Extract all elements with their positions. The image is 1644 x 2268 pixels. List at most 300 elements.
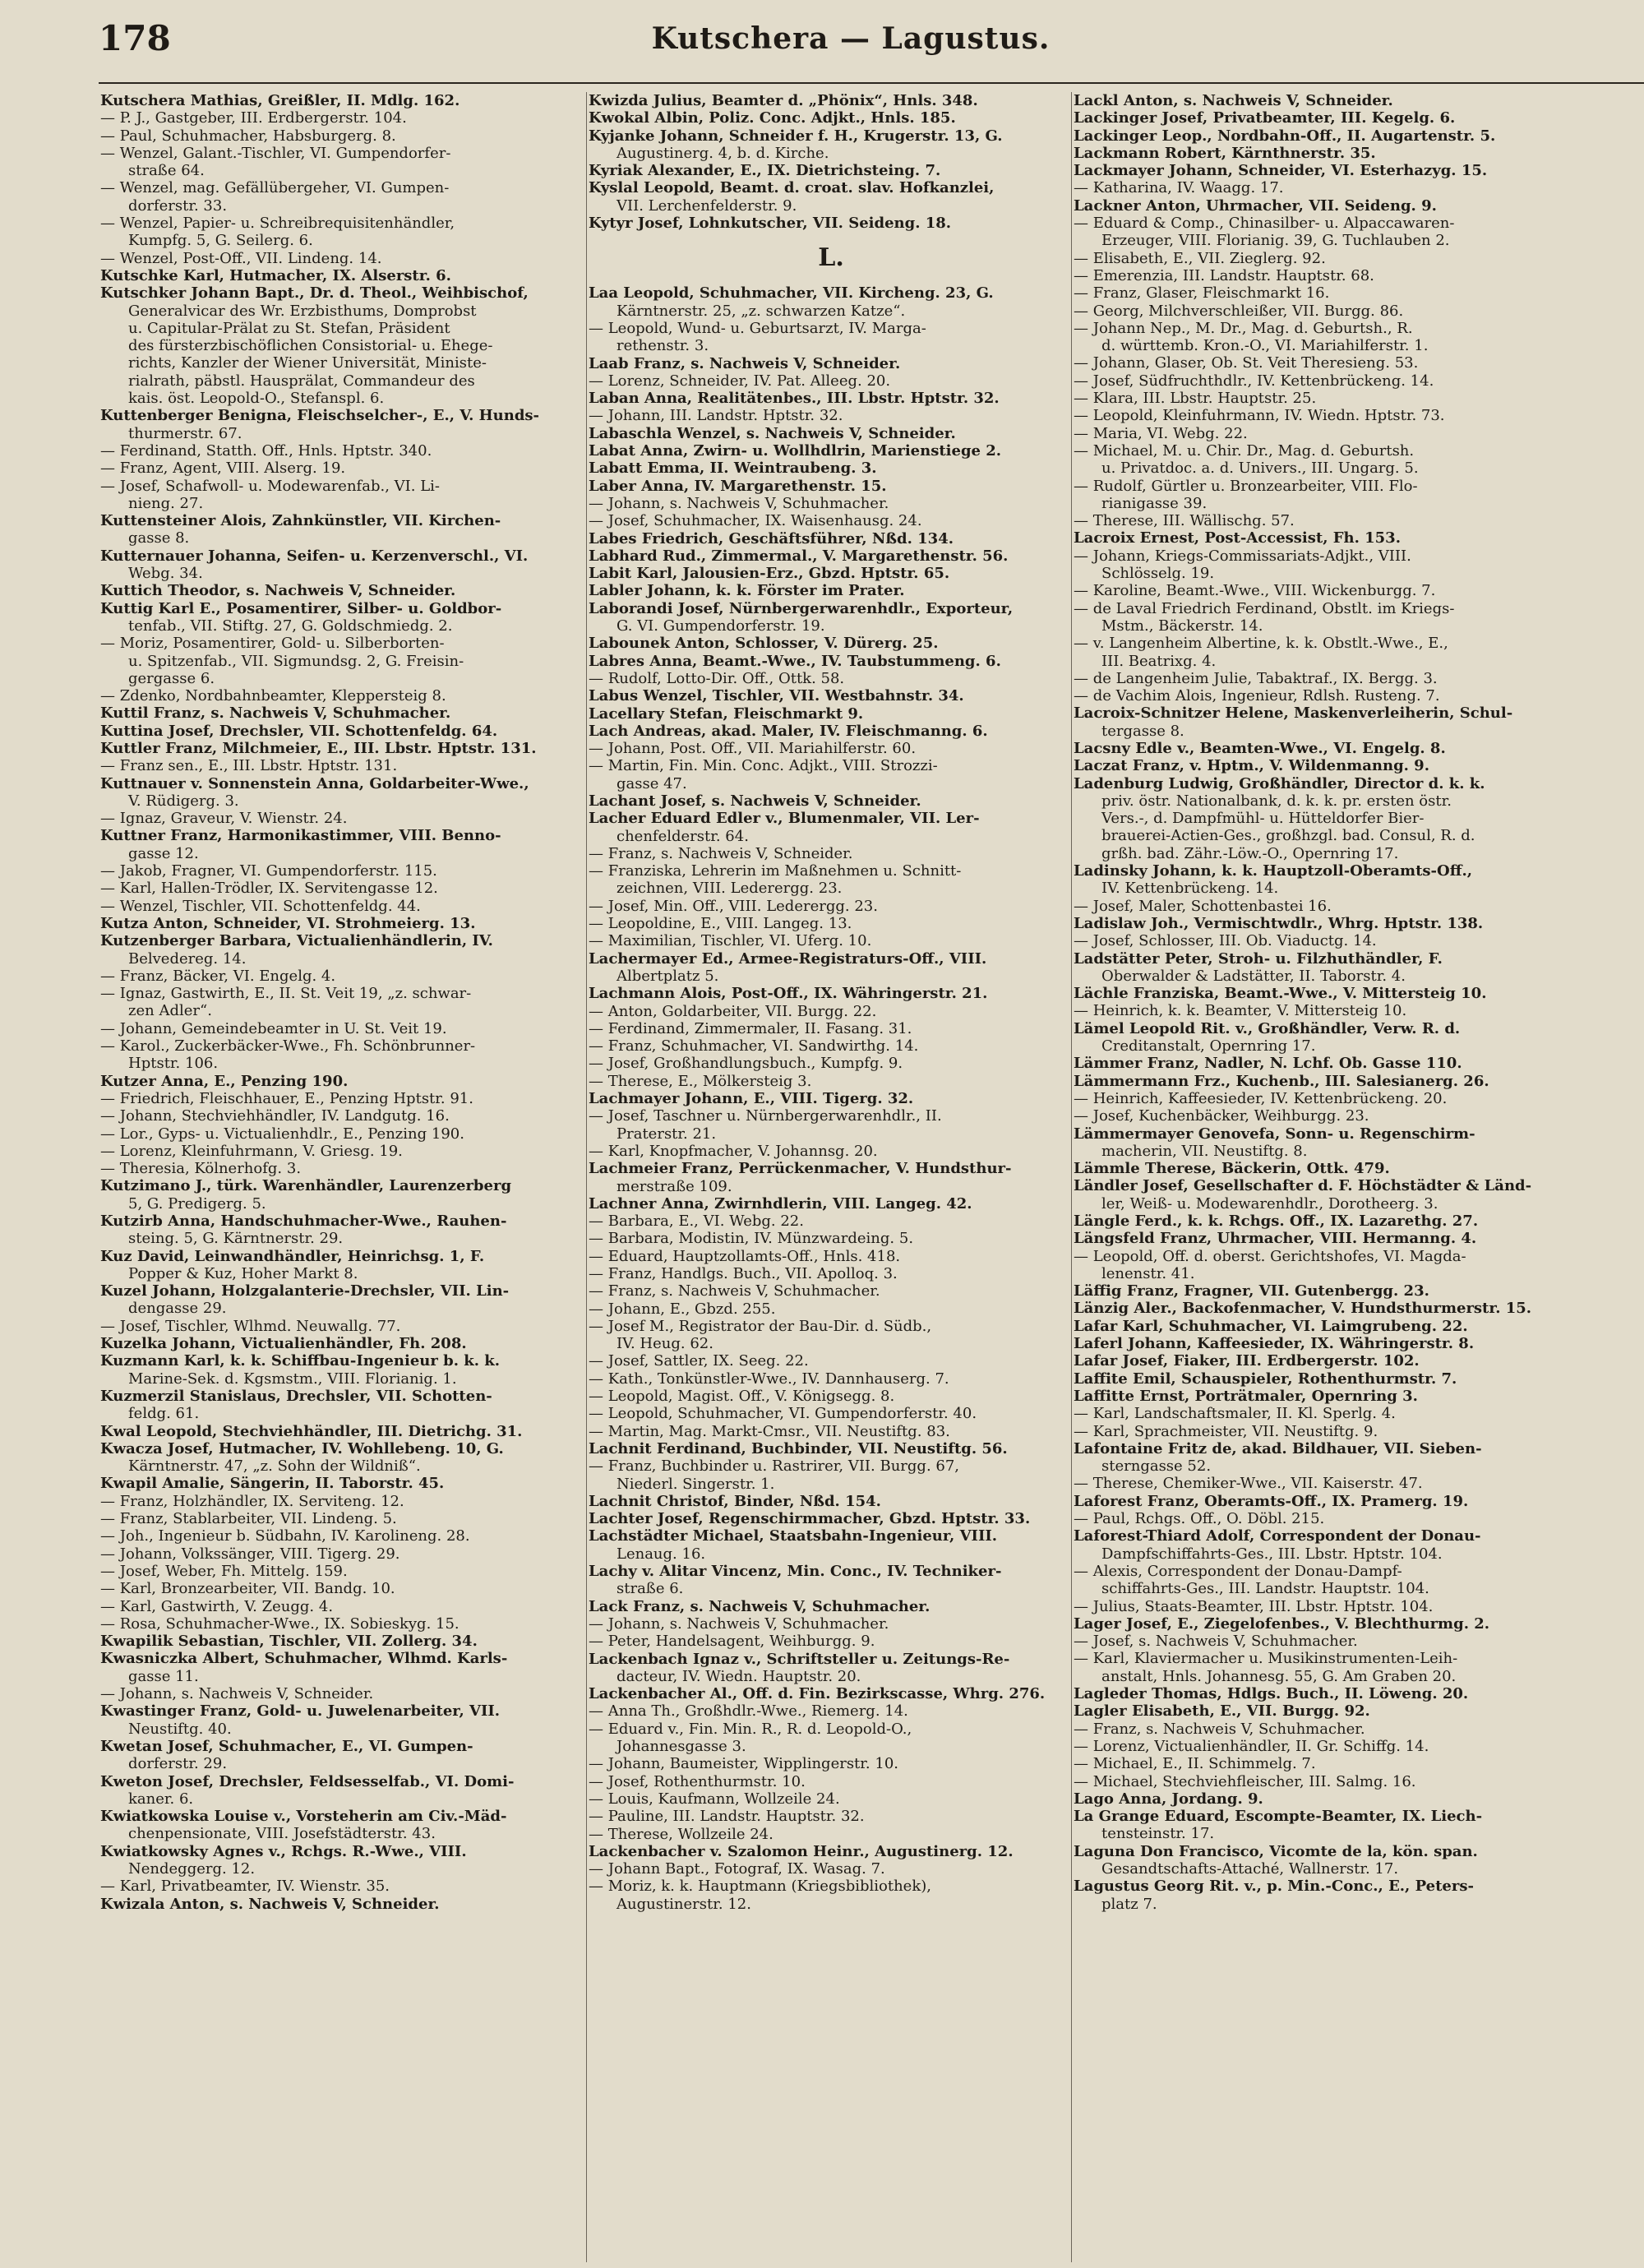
entry-continuation: zeichnen, VIII. Lederergg. 23. xyxy=(616,880,843,898)
directory-entry: Kuttig Karl E., Posamentirer, Silber- u. Goldbor- xyxy=(100,599,502,617)
entry-continuation: gasse 12. xyxy=(128,844,199,862)
directory-entry: — Josef, Kuchenbäcker, Weihburgg. 23. xyxy=(1074,1107,1369,1125)
entry-continuation: chenfelderstr. 64. xyxy=(616,827,749,845)
header-rule xyxy=(99,82,1644,84)
entry-continuation: rethenstr. 3. xyxy=(616,337,709,355)
directory-entry: — Johann, Kriegs-Commissariats-Adjkt., VIII. xyxy=(1074,547,1411,565)
directory-entry: Kuttina Josef, Drechsler, VII. Schottenfeldg. 64. xyxy=(100,722,498,740)
directory-entry: — Lor., Gyps- u. Victualienhdlr., E., Penzing 190. xyxy=(100,1125,464,1143)
directory-entry: — Anton, Goldarbeiter, VII. Burgg. 22. xyxy=(589,1002,877,1020)
directory-entry: Lachermayer Ed., Armee-Registraturs-Off., VIII. xyxy=(589,949,987,968)
entry-continuation: dengasse 29. xyxy=(128,1300,227,1318)
directory-entry: Lacroix-Schnitzer Helene, Maskenverleiherin, Schul- xyxy=(1074,704,1513,723)
entry-continuation: schiffahrts-Ges., III. Landstr. Hauptstr. 104. xyxy=(1101,1580,1429,1598)
directory-entry: Labes Friedrich, Geschäftsführer, Nßd. 134. xyxy=(589,529,954,547)
directory-entry: — Pauline, III. Landstr. Hauptstr. 32. xyxy=(589,1808,865,1826)
directory-entry: Lafar Josef, Fiaker, III. Erdbergerstr. 102. xyxy=(1074,1352,1420,1370)
entry-continuation: Generalvicar des Wr. Erzbisthums, Domprobst xyxy=(128,302,477,320)
directory-entry: Lächle Franziska, Beamt.-Wwe., V. Mittersteig 10. xyxy=(1074,985,1487,1003)
directory-entry: Lachmayer Johann, E., VIII. Tigerg. 32. xyxy=(589,1090,914,1108)
directory-entry: — Lorenz, Kleinfuhrmann, V. Griesg. 19. xyxy=(100,1142,403,1160)
directory-entry: — Franz, Handlgs. Buch., VII. Apolloq. 3. xyxy=(589,1265,898,1282)
directory-entry: Lacher Eduard Edler v., Blumenmaler, VII. Ler- xyxy=(589,810,980,828)
directory-entry: — Josef, Tischler, Wlhmd. Neuwallg. 77. xyxy=(100,1317,401,1335)
directory-entry: Lacroix Ernest, Post-Accessist, Fh. 153. xyxy=(1074,529,1401,547)
entry-continuation: lenenstr. 41. xyxy=(1101,1264,1195,1282)
entry-continuation: Kärntnerstr. 25, „z. schwarzen Katze“. xyxy=(616,302,906,320)
entry-continuation: u. Spitzenfab., VII. Sigmundsg. 2, G. Freisin- xyxy=(128,652,464,670)
directory-entry: — Jakob, Fragner, VI. Gumpendorferstr. 115. xyxy=(100,862,437,880)
directory-entry: Lago Anna, Jordang. 9. xyxy=(1074,1790,1263,1808)
directory-entry: — Johann, s. Nachweis V, Schuhmacher. xyxy=(589,494,889,512)
directory-entry: — Johann, Gemeindebeamter in U. St. Veit 19. xyxy=(100,1019,447,1037)
entry-continuation: Vers.-, d. Dampfmühl- u. Hütteldorfer Bier- xyxy=(1101,810,1425,828)
directory-entry: — Leopold, Wund- u. Geburtsarzt, IV. Marga- xyxy=(589,319,926,337)
directory-entry: — Johann, Stechviehhändler, IV. Landgutg. 16. xyxy=(100,1107,450,1125)
directory-entry: — P. J., Gastgeber, III. Erdbergerstr. 104. xyxy=(100,109,407,127)
directory-entry: — Johann, s. Nachweis V, Schuhmacher. xyxy=(589,1614,889,1633)
directory-entry: Kutternauer Johanna, Seifen- u. Kerzenverschl., VI. xyxy=(100,547,529,565)
directory-entry: — Michael, M. u. Chir. Dr., Mag. d. Geburtsh. xyxy=(1074,441,1415,460)
entry-continuation: Niederl. Singerstr. 1. xyxy=(616,1475,775,1493)
directory-entry: Kwapil Amalie, Sängerin, II. Taborstr. 45. xyxy=(100,1475,445,1493)
directory-entry: — Josef, Südfruchthdlr., IV. Kettenbrückeng. 14. xyxy=(1074,372,1434,390)
directory-entry: Kutzenberger Barbara, Victualienhändlerin, IV. xyxy=(100,932,493,950)
directory-entry: — Michael, Stechviehfleischer, III. Salmg. 16. xyxy=(1074,1772,1416,1790)
directory-entry: Laffite Emil, Schauspieler, Rothenthurmstr. 7. xyxy=(1074,1370,1457,1388)
directory-entry: — de Langenheim Julie, Tabaktraf., IX. Bergg. 3. xyxy=(1074,669,1438,687)
directory-entry: Lachmann Alois, Post-Off., IX. Währingerstr. 21. xyxy=(589,985,988,1003)
directory-entry: Kuttil Franz, s. Nachweis V, Schuhmacher. xyxy=(100,704,451,723)
directory-entry: — v. Langenheim Albertine, k. k. Obstlt.-Wwe., E., xyxy=(1074,635,1448,653)
directory-entry: Kwiatkowsky Agnes v., Rchgs. R.-Wwe., VIII. xyxy=(100,1842,467,1860)
entry-continuation: straße 64. xyxy=(128,162,205,180)
entry-continuation: feldg. 61. xyxy=(128,1405,200,1423)
directory-entry: — Anna Th., Großhdlr.-Wwe., Riemerg. 14. xyxy=(589,1702,908,1721)
directory-entry: Längsfeld Franz, Uhrmacher, VIII. Hermanng. 4. xyxy=(1074,1230,1477,1248)
entry-continuation: platz 7. xyxy=(1101,1895,1157,1913)
entry-continuation: Nendeggerg. 12. xyxy=(128,1859,256,1878)
entry-continuation: Webg. 34. xyxy=(128,565,203,583)
directory-entry: — Barbara, E., VI. Webg. 22. xyxy=(589,1213,804,1231)
directory-entry: Lachner Anna, Zwirnhdlerin, VIII. Langeg. 42. xyxy=(589,1194,972,1213)
directory-entry: — Johann, Post. Off., VII. Mariahilferstr. 60. xyxy=(589,740,917,758)
entry-continuation: tensteinstr. 17. xyxy=(1101,1825,1215,1843)
entry-continuation: Gesandtschafts-Attaché, Wallnerstr. 17. xyxy=(1101,1859,1399,1878)
entry-continuation: Marine-Sek. d. Kgsmstm., VIII. Florianig. 1. xyxy=(128,1370,457,1388)
directory-entry: — Therese, E., Mölkersteig 3. xyxy=(589,1072,812,1090)
entry-continuation: Dampfschiffahrts-Ges., III. Lbstr. Hptstr. 104. xyxy=(1101,1545,1443,1563)
directory-entry: Labhard Rud., Zimmermal., V. Margarethenstr. 56. xyxy=(589,547,1009,565)
directory-entry: — Josef, Min. Off., VIII. Lederergg. 23. xyxy=(589,897,878,915)
directory-entry: Kuttler Franz, Milchmeier, E., III. Lbstr. Hptstr. 131. xyxy=(100,739,537,757)
directory-entry: — Ferdinand, Zimmermaler, II. Fasang. 31. xyxy=(589,1019,912,1037)
directory-entry: Lämmermann Frz., Kuchenb., III. Salesianerg. 26. xyxy=(1074,1072,1489,1090)
directory-entry: — Zdenko, Nordbahnbeamter, Kleppersteig 8. xyxy=(100,687,446,705)
entry-continuation: Augustinerg. 4, b. d. Kirche. xyxy=(616,144,829,162)
entry-continuation: 5, G. Predigerg. 5. xyxy=(128,1194,266,1213)
directory-entry: Labat Anna, Zwirn- u. Wollhdlrin, Marienstiege 2. xyxy=(589,442,1002,460)
directory-entry: Laforest-Thiard Adolf, Correspondent der Donau- xyxy=(1074,1527,1481,1545)
directory-entry: Kwetan Josef, Schuhmacher, E., VI. Gumpen- xyxy=(100,1737,473,1755)
directory-entry: Länzig Aler., Backofenmacher, V. Hundsthurmerstr. 15. xyxy=(1074,1300,1532,1318)
directory-entry: — Josef, Rothenthurmstr. 10. xyxy=(589,1772,806,1790)
entry-continuation: Oberwalder & Ladstätter, II. Taborstr. 4. xyxy=(1101,967,1406,985)
directory-entry: Lackenbacher v. Szalomon Heinr., Augustinerg. 12. xyxy=(589,1842,1014,1860)
entry-continuation: Hptstr. 106. xyxy=(128,1055,219,1073)
entry-continuation: grßh. bad. Zähr.-Löw.-O., Opernring 17. xyxy=(1101,844,1399,862)
directory-entry: Laber Anna, IV. Margarethenstr. 15. xyxy=(589,477,887,495)
entry-continuation: gasse 47. xyxy=(616,774,687,792)
directory-entry: — Josef, Schafwoll- u. Modewarenfab., VI. Li- xyxy=(100,477,440,495)
directory-entry: — Joh., Ingenieur b. Südbahn, IV. Karolineng. 28. xyxy=(100,1527,470,1545)
directory-entry: — Wenzel, Tischler, VII. Schottenfeldg. 44. xyxy=(100,897,421,915)
entry-continuation: u. Capitular-Prälat zu St. Stefan, Präsident xyxy=(128,319,450,337)
directory-entry: Kwacza Josef, Hutmacher, IV. Wohllebeng. 10, G. xyxy=(100,1439,504,1457)
directory-entry: — Therese, Wollzeile 24. xyxy=(589,1825,774,1843)
entry-continuation: steing. 5, G. Kärntnerstr. 29. xyxy=(128,1230,344,1248)
directory-entry: — Rosa, Schuhmacher-Wwe., IX. Sobieskyg. 15. xyxy=(100,1614,459,1633)
directory-entry: — Franz, s. Nachweis V, Schuhmacher. xyxy=(589,1282,880,1300)
directory-entry: — Rudolf, Lotto-Dir. Off., Ottk. 58. xyxy=(589,669,845,687)
directory-entry: — Barbara, Modistin, IV. Münzwardeing. 5. xyxy=(589,1230,914,1248)
directory-entry: — Franz, Schuhmacher, VI. Sandwirthg. 14. xyxy=(589,1037,919,1055)
directory-entry: — Louis, Kaufmann, Wollzeile 24. xyxy=(589,1790,840,1808)
directory-entry: — Josef, Schuhmacher, IX. Waisenhausg. 24. xyxy=(589,512,922,530)
directory-entry: Kutschera Mathias, Greißler, II. Mdlg. 162. xyxy=(100,92,460,109)
entry-continuation: d. württemb. Kron.-O., VI. Mariahilferstr. 1. xyxy=(1101,337,1429,355)
directory-entry: — Johann, E., Gbzd. 255. xyxy=(589,1300,776,1318)
directory-entry: Laa Leopold, Schuhmacher, VII. Kircheng. 23, G. xyxy=(589,284,994,303)
directory-entry: Kuzel Johann, Holzgalanterie-Drechsler, VII. Lin- xyxy=(100,1282,510,1300)
directory-entry: — Paul, Rchgs. Off., O. Döbl. 215. xyxy=(1074,1510,1325,1528)
directory-entry: — Martin, Mag. Markt-Cmsr., VII. Neustiftg. 83. xyxy=(589,1422,950,1440)
directory-entry: Labit Karl, Jalousien-Erz., Gbzd. Hptstr. 65. xyxy=(589,565,950,583)
section-letter: L. xyxy=(818,243,844,273)
directory-entry: Ländler Josef, Gesellschafter d. F. Höchstädter & Länd- xyxy=(1074,1177,1532,1195)
directory-entry: Läffig Franz, Fragner, VII. Gutenbergg. 23. xyxy=(1074,1282,1429,1300)
directory-entry: Kuz David, Leinwandhändler, Heinrichsg. 1, F. xyxy=(100,1247,485,1265)
directory-entry: — Therese, III. Wällischg. 57. xyxy=(1074,512,1295,530)
directory-entry: Labounek Anton, Schlosser, V. Dürerg. 25. xyxy=(589,635,939,653)
directory-entry: Lackinger Leop., Nordbahn-Off., II. Augartenstr. 5. xyxy=(1074,127,1496,145)
directory-entry: Labler Johann, k. k. Förster im Prater. xyxy=(589,582,905,600)
directory-entry: Lackl Anton, s. Nachweis V, Schneider. xyxy=(1074,92,1393,109)
directory-entry: — Karl, Bronzearbeiter, VII. Bandg. 10. xyxy=(100,1580,395,1598)
directory-entry: — Theresia, Kölnerhofg. 3. xyxy=(100,1160,302,1178)
entry-continuation: ler, Weiß- u. Modewarenhdlr., Dorotheerg. 3. xyxy=(1101,1194,1438,1213)
directory-entry: — Karl, Sprachmeister, VII. Neustiftg. 9. xyxy=(1074,1422,1378,1440)
directory-entry: — Wenzel, Papier- u. Schreibrequisitenhändler, xyxy=(100,215,455,233)
directory-entry: — Rudolf, Gürtler u. Bronzearbeiter, VIII. Flo- xyxy=(1074,477,1418,495)
directory-entry: Lagleder Thomas, Hdlgs. Buch., II. Löweng. 20. xyxy=(1074,1685,1469,1703)
directory-entry: Laffitte Ernst, Porträtmaler, Opernring 3. xyxy=(1074,1387,1418,1405)
entry-continuation: tergasse 8. xyxy=(1101,722,1185,740)
entry-continuation: u. Privatdoc. a. d. Univers., III. Ungarg. 5. xyxy=(1101,460,1419,478)
directory-entry: — Leopold, Magist. Off., V. Königsegg. 8. xyxy=(589,1388,895,1406)
directory-entry: — Josef, Maler, Schottenbastei 16. xyxy=(1074,897,1332,915)
directory-entry: Labus Wenzel, Tischler, VII. Westbahnstr. 34. xyxy=(589,687,964,705)
directory-entry: Laab Franz, s. Nachweis V, Schneider. xyxy=(589,354,901,372)
entry-continuation: sterngasse 52. xyxy=(1101,1457,1212,1476)
directory-entry: Lachnit Ferdinand, Buchbinder, VII. Neustiftg. 56. xyxy=(589,1439,1008,1457)
directory-entry: Kwal Leopold, Stechviehhändler, III. Dietrichg. 31. xyxy=(100,1422,523,1440)
directory-entry: Lachstädter Michael, Staatsbahn-Ingenieur, VIII. xyxy=(589,1527,998,1545)
directory-entry: Ladinsky Johann, k. k. Hauptzoll-Oberamts-Off., xyxy=(1074,862,1472,880)
directory-entry: Kwizala Anton, s. Nachweis V, Schneider. xyxy=(100,1895,440,1913)
entry-continuation: Erzeuger, VIII. Florianig. 39, G. Tuchlauben 2. xyxy=(1101,232,1450,250)
entry-continuation: Kärntnerstr. 47, „z. Sohn der Wildniß“. xyxy=(128,1457,421,1476)
directory-entry: — Klara, III. Lbstr. Hauptstr. 25. xyxy=(1074,390,1317,408)
running-head: Kutschera — Lagustus. xyxy=(651,21,1051,56)
directory-entry: Kutschker Johann Bapt., Dr. d. Theol., Weihbischof, xyxy=(100,284,529,303)
directory-entry: Laforest Franz, Oberamts-Off., IX. Pramerg. 19. xyxy=(1074,1492,1469,1510)
entry-continuation: chenpensionate, VIII. Josefstädterstr. 43. xyxy=(128,1825,436,1843)
directory-entry: Lagustus Georg Rit. v., p. Min.-Conc., E., Peters- xyxy=(1074,1878,1474,1896)
directory-entry: — Therese, Chemiker-Wwe., VII. Kaiserstr. 47. xyxy=(1074,1475,1423,1493)
entry-continuation: Lenaug. 16. xyxy=(616,1545,706,1563)
entry-continuation: rialrath, päbstl. Hausprälat, Commandeur des xyxy=(128,372,475,390)
directory-entry: Kuttner Franz, Harmonikastimmer, VIII. Benno- xyxy=(100,827,501,845)
entry-continuation: dorferstr. 29. xyxy=(128,1755,228,1773)
directory-entry: — Ferdinand, Statth. Off., Hnls. Hptstr. 340. xyxy=(100,441,432,460)
directory-entry: — Heinrich, Kaffeesieder, IV. Kettenbrückeng. 20. xyxy=(1074,1089,1448,1107)
directory-entry: — Katharina, IV. Waagg. 17. xyxy=(1074,179,1284,197)
entry-continuation: tenfab., VII. Stiftg. 27, G. Goldschmiedg. 2. xyxy=(128,617,453,635)
directory-entry: Laczat Franz, v. Hptm., V. Wildenmanng. 9. xyxy=(1074,757,1429,775)
entry-continuation: kais. öst. Leopold-O., Stefanspl. 6. xyxy=(128,390,385,408)
directory-entry: — Leopold, Kleinfuhrmann, IV. Wiedn. Hptstr. 73. xyxy=(1074,407,1445,425)
entry-continuation: Creditanstalt, Opernring 17. xyxy=(1101,1037,1316,1055)
directory-entry: — Karl, Hallen-Trödler, IX. Servitengasse 12. xyxy=(100,880,438,898)
directory-entry: Labaschla Wenzel, s. Nachweis V, Schneider. xyxy=(589,424,956,442)
entry-continuation: gergasse 6. xyxy=(128,669,215,687)
entry-continuation: gasse 11. xyxy=(128,1667,199,1685)
directory-entry: Lafar Karl, Schuhmacher, VI. Laimgrubeng. 22. xyxy=(1074,1317,1468,1335)
directory-entry: Kuzmerzil Stanislaus, Drechsler, VII. Schotten- xyxy=(100,1387,492,1405)
directory-entry: — Franz, Bäcker, VI. Engelg. 4. xyxy=(100,967,336,985)
entry-continuation: III. Beatrixg. 4. xyxy=(1101,652,1217,670)
directory-entry: Kuttnauer v. Sonnenstein Anna, Goldarbeiter-Wwe., xyxy=(100,774,529,792)
directory-entry: Kwasniczka Albert, Schuhmacher, Wlhmd. Karls- xyxy=(100,1650,508,1668)
directory-entry: Laban Anna, Realitätenbes., III. Lbstr. Hptstr. 32. xyxy=(589,390,1000,408)
directory-entry: Lach Andreas, akad. Maler, IV. Fleischmanng. 6. xyxy=(589,722,988,740)
directory-entry: Kyjanke Johann, Schneider f. H., Krugerstr. 13, G. xyxy=(589,127,1003,145)
directory-entry: Kwokal Albin, Poliz. Conc. Adjkt., Hnls. 185. xyxy=(589,109,956,127)
directory-entry: Kweton Josef, Drechsler, Feldsesselfab., VI. Domi- xyxy=(100,1772,515,1790)
directory-entry: — Lorenz, Schneider, IV. Pat. Alleeg. 20. xyxy=(589,372,891,390)
directory-entry: Kuzmann Karl, k. k. Schiffbau-Ingenieur b. k. k. xyxy=(100,1352,500,1370)
directory-entry: — Ignaz, Graveur, V. Wienstr. 24. xyxy=(100,810,348,828)
directory-entry: — Josef, Großhandlungsbuch., Kumpfg. 9. xyxy=(589,1055,903,1073)
entry-continuation: Albertplatz 5. xyxy=(616,967,719,985)
directory-entry: — Johann, Glaser, Ob. St. Veit Theresieng. 53. xyxy=(1074,354,1419,372)
entry-continuation: Mstm., Bäckerstr. 14. xyxy=(1101,617,1263,635)
directory-entry: — Leopold, Schuhmacher, VI. Gumpendorferstr. 40. xyxy=(589,1405,977,1423)
directory-entry: — Franz, Stablarbeiter, VII. Lindeng. 5. xyxy=(100,1510,397,1528)
directory-entry: — Eduard v., Fin. Min. R., R. d. Leopold-O., xyxy=(589,1720,912,1738)
directory-entry: Lackner Anton, Uhrmacher, VII. Seideng. 9. xyxy=(1074,196,1437,215)
directory-entry: Kwizda Julius, Beamter d. „Phönix“, Hnls. 348. xyxy=(589,92,978,109)
directory-entry: — Maximilian, Tischler, VI. Uferg. 10. xyxy=(589,932,872,950)
directory-entry: Lackinger Josef, Privatbeamter, III. Kegelg. 6. xyxy=(1074,109,1456,127)
directory-entry: — Karl, Gastwirth, V. Zeugg. 4. xyxy=(100,1597,334,1615)
directory-entry: Kytyr Josef, Lohnkutscher, VII. Seideng. 18. xyxy=(589,215,952,233)
directory-entry: Lämmermayer Genovefa, Sonn- u. Regenschirm- xyxy=(1074,1125,1475,1143)
directory-entry: — Josef M., Registrator der Bau-Dir. d. Südb., xyxy=(589,1317,932,1335)
directory-entry: — Johann, s. Nachweis V, Schneider. xyxy=(100,1685,374,1703)
directory-entry: Lager Josef, E., Ziegelofenbes., V. Blechthurmg. 2. xyxy=(1074,1614,1490,1633)
directory-entry: — Josef, Sattler, IX. Seeg. 22. xyxy=(589,1352,809,1370)
directory-entry: — Georg, Milchverschleißer, VII. Burgg. 86. xyxy=(1074,302,1404,320)
directory-entry: — Johann Bapt., Fotograf, IX. Wasag. 7. xyxy=(589,1860,885,1878)
directory-entry: Labres Anna, Beamt.-Wwe., IV. Taubstummeng. 6. xyxy=(589,652,1001,670)
directory-entry: Kuttensteiner Alois, Zahnkünstler, VII. Kirchen- xyxy=(100,512,501,530)
directory-entry: — de Laval Friedrich Ferdinand, Obstlt. im Kriegs- xyxy=(1074,599,1455,617)
entry-continuation: VII. Lerchenfelderstr. 9. xyxy=(616,196,797,215)
entry-continuation: dacteur, IV. Wiedn. Hauptstr. 20. xyxy=(616,1667,861,1685)
directory-entry: Lachmeier Franz, Perrückenmacher, V. Hundsthur- xyxy=(589,1160,1012,1178)
directory-entry: Ladstätter Peter, Stroh- u. Filzhuthändler, F. xyxy=(1074,949,1443,968)
directory-entry: Kwastinger Franz, Gold- u. Juwelenarbeiter, VII. xyxy=(100,1702,501,1721)
directory-entry: Kutschke Karl, Hutmacher, IX. Alserstr. 6. xyxy=(100,266,451,284)
entry-continuation: macherin, VII. Neustiftg. 8. xyxy=(1101,1142,1308,1160)
directory-entry: Längle Ferd., k. k. Rchgs. Off., IX. Lazarethg. 27. xyxy=(1074,1213,1479,1230)
directory-entry: Kwapilik Sebastian, Tischler, VII. Zollerg. 34. xyxy=(100,1633,478,1651)
entry-continuation: straße 6. xyxy=(616,1580,684,1598)
directory-entry: Lack Franz, s. Nachweis V, Schuhmacher. xyxy=(589,1597,931,1615)
directory-entry: — Leopoldine, E., VIII. Langeg. 13. xyxy=(589,915,852,933)
entry-continuation: V. Rüdigerg. 3. xyxy=(128,792,239,810)
directory-entry: — Eduard, Hauptzollamts-Off., Hnls. 418. xyxy=(589,1247,901,1265)
entry-continuation: Johannesgasse 3. xyxy=(616,1738,746,1756)
directory-entry: — Peter, Handelsagent, Weihburgg. 9. xyxy=(589,1633,875,1651)
directory-entry: — Michael, E., II. Schimmelg. 7. xyxy=(1074,1755,1316,1773)
directory-entry: Lacsny Edle v., Beamten-Wwe., VI. Engelg. 8. xyxy=(1074,739,1446,757)
directory-entry: Ladislaw Joh., Vermischtwdlr., Whrg. Hptstr. 138. xyxy=(1074,914,1484,932)
directory-entry: Laferl Johann, Kaffeesieder, IX. Währingerstr. 8. xyxy=(1074,1335,1475,1353)
directory-entry: — Heinrich, k. k. Beamter, V. Mittersteig 10. xyxy=(1074,1002,1407,1020)
directory-entry: Kuzelka Johann, Victualienhändler, Fh. 208. xyxy=(100,1335,467,1353)
entry-continuation: merstraße 109. xyxy=(616,1177,732,1195)
entry-continuation: rianigasse 39. xyxy=(1101,494,1208,512)
directory-entry: — Martin, Fin. Min. Conc. Adjkt., VIII. Strozzi- xyxy=(589,757,938,775)
entry-continuation: brauerei-Actien-Ges., großhzgl. bad. Consul, R. d. xyxy=(1101,827,1475,845)
directory-entry: Kutzimano J., türk. Warenhändler, Laurenzerberg xyxy=(100,1177,512,1195)
directory-entry: Lämel Leopold Rit. v., Großhändler, Verw. R. d. xyxy=(1074,1019,1461,1037)
directory-entry: — Eduard & Comp., Chinasilber- u. Alpaccawaren- xyxy=(1074,215,1455,233)
directory-entry: Lackenbacher Al., Off. d. Fin. Bezirkscasse, Whrg. 276. xyxy=(589,1685,1046,1703)
entry-continuation: des fürsterzbischöflichen Consistorial- u. Ehege- xyxy=(128,337,493,355)
directory-entry: Lafontaine Fritz de, akad. Bildhauer, VII. Sieben- xyxy=(1074,1439,1482,1457)
column-1 xyxy=(100,92,585,2262)
entry-continuation: IV. Heug. 62. xyxy=(616,1335,713,1353)
directory-entry: — Johann Nep., M. Dr., Mag. d. Geburtsh., R. xyxy=(1074,319,1413,337)
directory-entry: — Karl, Knopfmacher, V. Johannsg. 20. xyxy=(589,1142,878,1160)
entry-continuation: Augustinerstr. 12. xyxy=(616,1895,751,1913)
directory-entry: — Wenzel, Post-Off., VII. Lindeng. 14. xyxy=(100,249,382,267)
directory-entry: Lackmann Robert, Kärnthnerstr. 35. xyxy=(1074,144,1376,162)
entry-continuation: dorferstr. 33. xyxy=(128,196,228,215)
directory-entry: — Karl, Landschaftsmaler, II. Kl. Sperlg. 4. xyxy=(1074,1405,1396,1423)
directory-entry: — Ignaz, Gastwirth, E., II. St. Veit 19, „z. schwar- xyxy=(100,985,472,1003)
entry-continuation: zen Adler“. xyxy=(128,1002,212,1020)
directory-entry: Lachy v. Alitar Vincenz, Min. Conc., IV. Techniker- xyxy=(589,1563,1002,1581)
column-2 xyxy=(589,92,1074,2262)
entry-continuation: G. VI. Gumpendorferstr. 19. xyxy=(616,617,825,635)
column-3 xyxy=(1074,92,1600,2262)
entry-continuation: Belvederеg. 14. xyxy=(128,949,247,968)
column-divider xyxy=(586,92,587,2262)
directory-entry: — Friedrich, Fleischhauer, E., Penzing Hptstr. 91. xyxy=(100,1089,473,1107)
directory-entry: Laborandi Josef, Nürnbergerwarenhdlr., Exporteur, xyxy=(589,599,1014,617)
directory-entry: — Julius, Staats-Beamter, III. Lbstr. Hptstr. 104. xyxy=(1074,1597,1434,1615)
directory-entry: — Karoline, Beamt.-Wwe., VIII. Wickenburgg. 7. xyxy=(1074,582,1436,600)
directory-entry: — Alexis, Correspondent der Donau-Dampf- xyxy=(1074,1562,1402,1580)
entry-continuation: thurmerstr. 67. xyxy=(128,424,242,442)
directory-entry: Lagler Elisabeth, E., VII. Burgg. 92. xyxy=(1074,1702,1370,1721)
column-divider xyxy=(1071,92,1072,2262)
entry-continuation: Popper & Kuz, Hoher Markt 8. xyxy=(128,1264,358,1282)
directory-entry: — Josef, Taschner u. Nürnbergerwarenhdlr., II. xyxy=(589,1107,942,1125)
directory-entry: — Karol., Zuckerbäcker-Wwe., Fh. Schönbrunner- xyxy=(100,1037,476,1055)
directory-entry: Kutzer Anna, E., Penzing 190. xyxy=(100,1072,349,1090)
directory-entry: — Franz, Buchbinder u. Rastrirer, VII. Burgg. 67, xyxy=(589,1457,960,1476)
entry-continuation: priv. östr. Nationalbank, d. k. k. pr. ersten östr. xyxy=(1101,792,1452,810)
directory-entry: Kuttenberger Benigna, Fleischselcher-, E., V. Hunds- xyxy=(100,407,540,425)
entry-continuation: nieng. 27. xyxy=(128,494,204,512)
directory-entry: — Franz sen., E., III. Lbstr. Hptstr. 131. xyxy=(100,757,398,775)
entry-continuation: Praterstr. 21. xyxy=(616,1125,717,1143)
directory-entry: — Karl, Privatbeamter, IV. Wienstr. 35. xyxy=(100,1878,390,1896)
directory-entry: — Moriz, k. k. Hauptmann (Kriegsbibliothek), xyxy=(589,1878,931,1896)
directory-entry: — Franz, Glaser, Fleischmarkt 16. xyxy=(1074,284,1330,303)
directory-entry: — Franziska, Lehrerin im Maßnehmen u. Schnitt- xyxy=(589,862,962,880)
directory-entry: — Moriz, Posamentirer, Gold- u. Silberborten- xyxy=(100,635,445,653)
directory-entry: Kyslal Leopold, Beamt. d. croat. slav. Hofkanzlei, xyxy=(589,179,995,197)
directory-entry: Lachnit Christof, Binder, Nßd. 154. xyxy=(589,1492,881,1510)
directory-entry: — Karl, Klaviermacher u. Musikinstrumenten-Leih- xyxy=(1074,1650,1458,1668)
directory-entry: — Kath., Tonkünstler-Wwe., IV. Dannhauserg. 7. xyxy=(589,1370,949,1388)
directory-entry: Lämmer Franz, Nadler, N. Lchf. Ob. Gasse 110. xyxy=(1074,1055,1462,1073)
directory-entry: — Josef, s. Nachweis V, Schuhmacher. xyxy=(1074,1633,1358,1651)
entry-continuation: Schlösselg. 19. xyxy=(1101,565,1215,583)
entry-continuation: richts, Kanzler der Wiener Universität, Ministe- xyxy=(128,354,487,372)
directory-entry: Labatt Emma, II. Weintraubeng. 3. xyxy=(589,460,877,478)
page-number: 178 xyxy=(99,18,171,58)
entry-continuation: IV. Kettenbrückeng. 14. xyxy=(1101,880,1279,898)
directory-entry: — Elisabeth, E., VII. Zieglerg. 92. xyxy=(1074,249,1326,267)
directory-entry: — Josef, Schlosser, III. Ob. Viaductg. 14. xyxy=(1074,932,1377,950)
directory-entry: Kuttich Theodor, s. Nachweis V, Schneider. xyxy=(100,582,456,600)
directory-entry: — Paul, Schuhmacher, Habsburgerg. 8. xyxy=(100,127,396,145)
directory-entry: — Franz, Agent, VIII. Alserg. 19. xyxy=(100,460,346,478)
directory-entry: Lacellary Stefan, Fleischmarkt 9. xyxy=(589,704,864,723)
directory-entry: — Leopold, Off. d. oberst. Gerichtshofes, VI. Magda- xyxy=(1074,1247,1466,1265)
directory-entry: Kutza Anton, Schneider, VI. Strohmeierg. 13. xyxy=(100,914,476,932)
entry-continuation: kaner. 6. xyxy=(128,1790,194,1808)
entry-continuation: Kumpfg. 5, G. Seilerg. 6. xyxy=(128,232,313,250)
page-header xyxy=(99,18,1603,67)
directory-entry: — de Vachim Alois, Ingenieur, Rdlsh. Rusteng. 7. xyxy=(1074,687,1440,705)
directory-entry: Laguna Don Francisco, Vicomte de la, kön. span. xyxy=(1074,1842,1478,1860)
directory-entry: Lackenbach Ignaz v., Schriftsteller u. Zeitungs-Re- xyxy=(589,1650,1010,1668)
directory-entry: Lackmayer Johann, Schneider, VI. Esterhazyg. 15. xyxy=(1074,162,1488,180)
directory-entry: — Maria, VI. Webg. 22. xyxy=(1074,424,1248,442)
directory-entry: Ladenburg Ludwig, Großhändler, Director d. k. k. xyxy=(1074,774,1485,792)
entry-continuation: gasse 8. xyxy=(128,529,190,547)
directory-entry: — Wenzel, Galant.-Tischler, VI. Gumpendorfer- xyxy=(100,144,451,162)
